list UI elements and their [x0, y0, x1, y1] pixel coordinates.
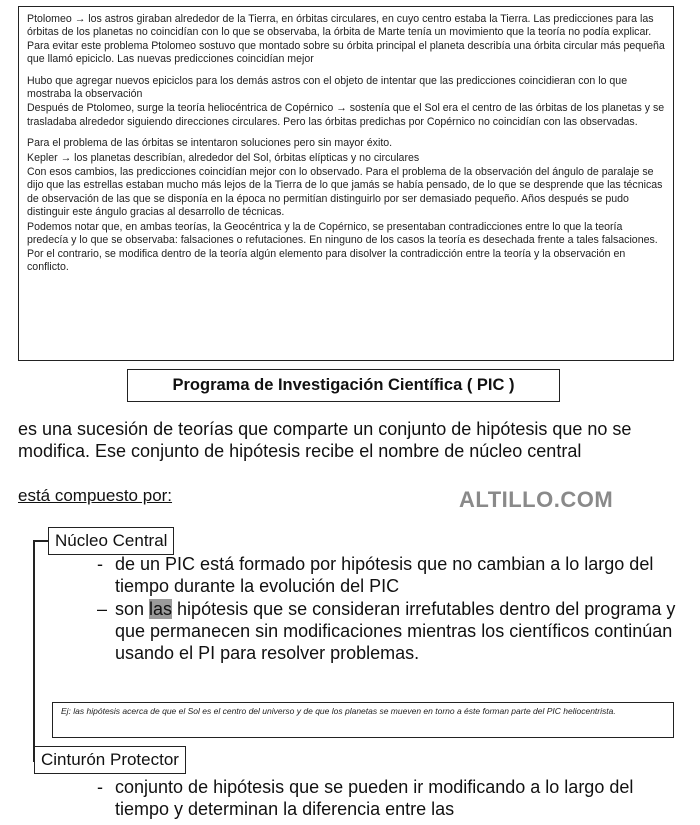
- nucleo-central-label: Núcleo Central: [48, 527, 174, 555]
- paragraph-kepler: Kepler → los planetas describían, alrededor del Sol, órbitas elípticas y no circulares: [27, 151, 420, 164]
- paragraph-paralaje: Con esos cambios, las predicciones coincidían mejor con lo observado. Para el problema de la observación del ángulo de paralaje se dijo que las estrellas estaban mucho más lejos de la Tierra de lo que jamás se había pensado, de lo que se desprende que las técnicas de observación de las que se disponía en la época no permitían distinguirlo por ser demasiado pequeño. Años después se pudo distinguir este ángulo gracias al desarrollo de técnicas.: [27, 166, 663, 219]
- example-box: Ej: las hipótesis acerca de que el Sol es el centro del universo y de que los planetas se mueven en torno a éste forman parte del PIC heliocentrista.: [52, 702, 674, 738]
- composition-heading: está compuesto por:: [18, 486, 173, 505]
- cinturon-bullet-1-text: conjunto de hipótesis que se pueden ir modificando a lo largo del tiempo y determinan la diferencia entre las: [115, 777, 634, 819]
- nucleo-bullet-2-pre: son: [115, 599, 150, 619]
- nucleo-bullet-2-post: hipótesis que se consideran irrefutables dentro del programa y que permanecen sin modificaciones mientras los científicos continúan usando el PI para resolver problemas.: [115, 599, 676, 663]
- paragraph-copernico: Después de Ptolomeo, surge la teoría heliocéntrica de Copérnico → sostenía que el Sol era el centro de las órbitas de los planetas y se trasladaba alrededor siguiendo direcciones circulares. Pero las órbitas predichas por Copérnico no coincidían con las observadas.: [27, 102, 665, 128]
- pic-title: Programa de Investigación Científica ( PIC ): [127, 369, 560, 402]
- nucleo-bullet-1: - de un PIC está formado por hipótesis que no cambian a lo largo del tiempo durante la evolución del PIC: [97, 554, 654, 596]
- nucleo-bullet-2: – son las hipótesis que se consideran irrefutables dentro del programa y que permanecen sin modificaciones mientras los científicos continúan usando el PI para resolver problemas.: [97, 599, 676, 663]
- history-box: [18, 6, 674, 361]
- bracket-tick-top: [33, 540, 49, 542]
- watermark: ALTILLO.COM: [459, 487, 614, 512]
- cinturon-protector-label: Cinturón Protector: [34, 746, 186, 774]
- paragraph-soluciones: Para el problema de las órbitas se intentaron soluciones pero sin mayor éxito.: [27, 137, 393, 150]
- nucleo-bullet-2-highlight: las: [149, 599, 173, 619]
- paragraph-ptolomeo: Ptolomeo → los astros giraban alrededor de la Tierra, en órbitas circulares, en cuyo centro estaba la Tierra. Las predicciones para las órbitas de los planetas no coincidían con lo que se observaba, la órbita de Marte tenía un movimiento que la teoría no podía explicar. Para evitar este problema Ptolomeo sostuvo que montado sobre su órbita principal el planeta describía una órbita circular más pequeña que llamó epiciclo. Las nuevas predicciones coincidían mejor: [27, 13, 665, 66]
- nucleo-bullet-1-text: de un PIC está formado por hipótesis que no cambian a lo largo del tiempo durante la evolución del PIC: [115, 554, 654, 596]
- paragraph-epiciclos: Hubo que agregar nuevos epiciclos para los demás astros con el objeto de intentar que las predicciones coincidieran con lo que mostraba la observación: [27, 74, 628, 101]
- bracket-line: [33, 540, 35, 762]
- paragraph-contradicciones: Podemos notar que, en ambas teorías, la Geocéntrica y la de Copérnico, se presentaban contradicciones entre lo que la teoría predecía y lo que se observaba: falsaciones o refutaciones. En ninguno de los casos la teoría es desechada frente a tales falsaciones. Por el contrario, se modifica dentro de la teoría algún elemento para disolver la contradicción entre la teoría y la observación en conflicto.: [27, 220, 658, 273]
- pic-definition: es una sucesión de teorías que comparte un conjunto de hipótesis que no se modifica. Ese conjunto de hipótesis recibe el nombre de núcleo central: [18, 419, 632, 461]
- cinturon-bullet-1: - conjunto de hipótesis que se pueden ir modificando a lo largo del tiempo y determinan la diferencia entre las: [97, 777, 634, 819]
